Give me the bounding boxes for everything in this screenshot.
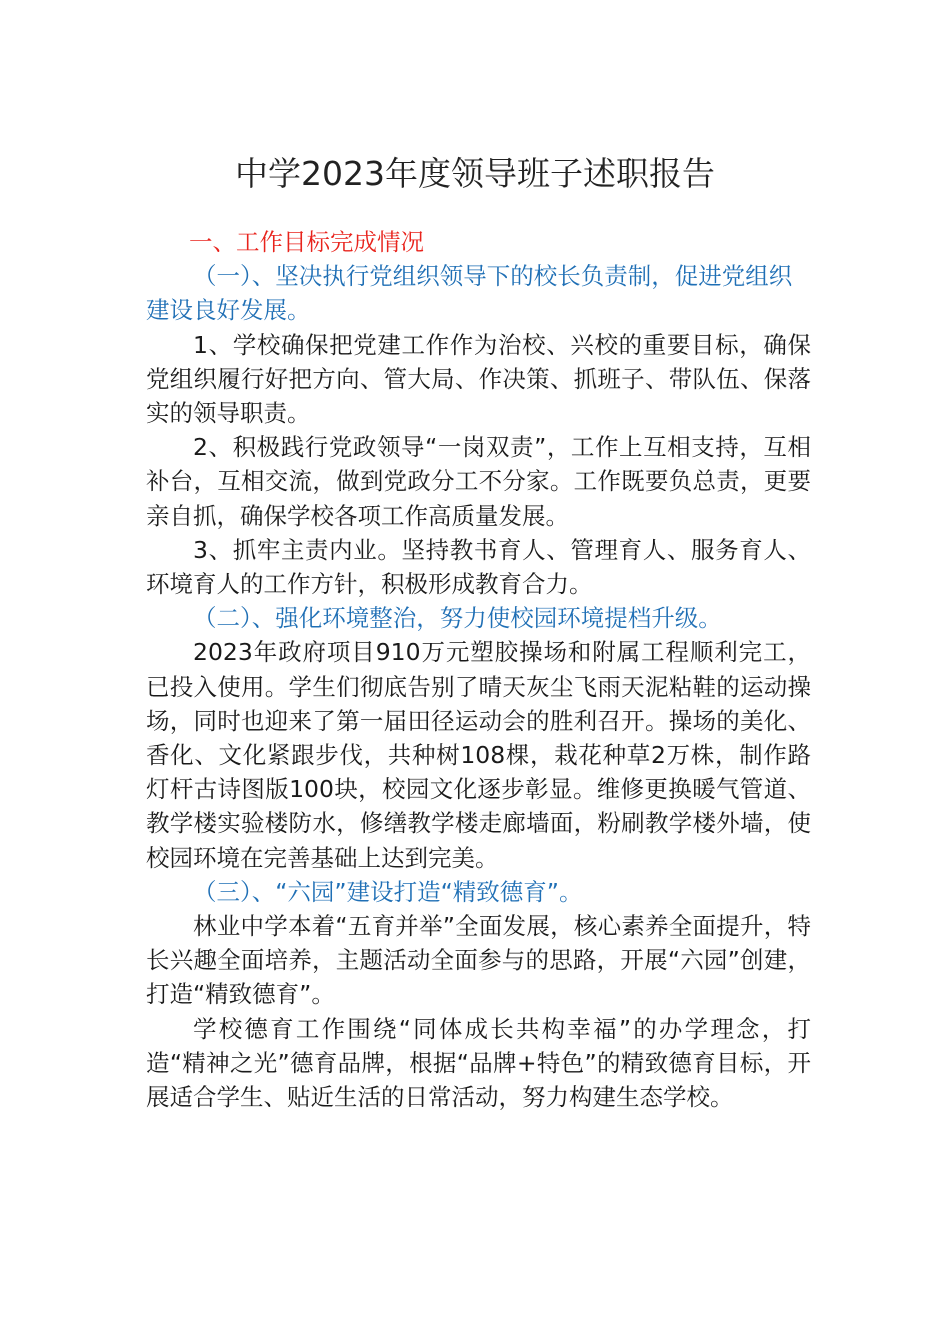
section-heading: 一、工作目标完成情况 — [189, 228, 424, 256]
paragraph: 3、抓牢主责内业。坚持教书育人、管理育人、服务育人、环境育人的工作方针，积极形成教育合力。 — [146, 535, 811, 599]
document-title: 中学2023年度领导班子述职报告 — [235, 154, 715, 193]
subsection-heading: （一）、坚决执行党组织领导下的校长负责制，促进党组织建设良好发展。 — [146, 262, 793, 325]
paragraph: 林业中学本着“五育并举”全面发展，核心素养全面提升，特长兴趣全面培养，主题活动全面参与的思路，开展“六园”创建，打造“精致德育”。 — [146, 912, 811, 1009]
subsection-heading: （二）、强化环境整治，努力使校园环境提档升级。 — [193, 604, 722, 633]
paragraph: 2、积极践行党政领导“一岗双责”，工作上互相支持，互相补台，互相交流，做到党政分工不分家。工作既要负总责，更要亲自抓，确保学校各项工作高质量发展。 — [146, 433, 811, 530]
document-body — [146, 225, 811, 1114]
paragraph: 学校德育工作围绕“同体成长共构幸福”的办学理念，打造“精神之光”德育品牌，根据“品牌+特色”的精致德育目标，开展适合学生、贴近生活的日常活动，努力构建生态学校。 — [146, 1014, 811, 1112]
paragraph: 1、学校确保把党建工作作为治校、兴校的重要目标，确保党组织履行好把方向、管大局、作决策、抓班子、带队伍、保落实的领导职责。 — [146, 330, 811, 428]
subsection-heading: （三）、“六园”建设打造“精致德育”。 — [193, 877, 583, 906]
paragraph: 2023年政府项目910万元塑胶操场和附属工程顺利完工，已投入使用。学生们彻底告别了晴天灰尘飞雨天泥粘鞋的运动操场，同时也迎来了第一届田径运动会的胜利召开。操场的美化、香化、文化紧跟步伐，共种树108棵，栽花种草2万株，制作路灯杆古诗图版100块，校园文化逐步彰显。维修更换暖气管道、教学楼实验楼防水，修缮教学楼走廊墙面，粉刷教学楼外墙，使校园环境在完善基础上达到完美。 — [146, 638, 811, 872]
